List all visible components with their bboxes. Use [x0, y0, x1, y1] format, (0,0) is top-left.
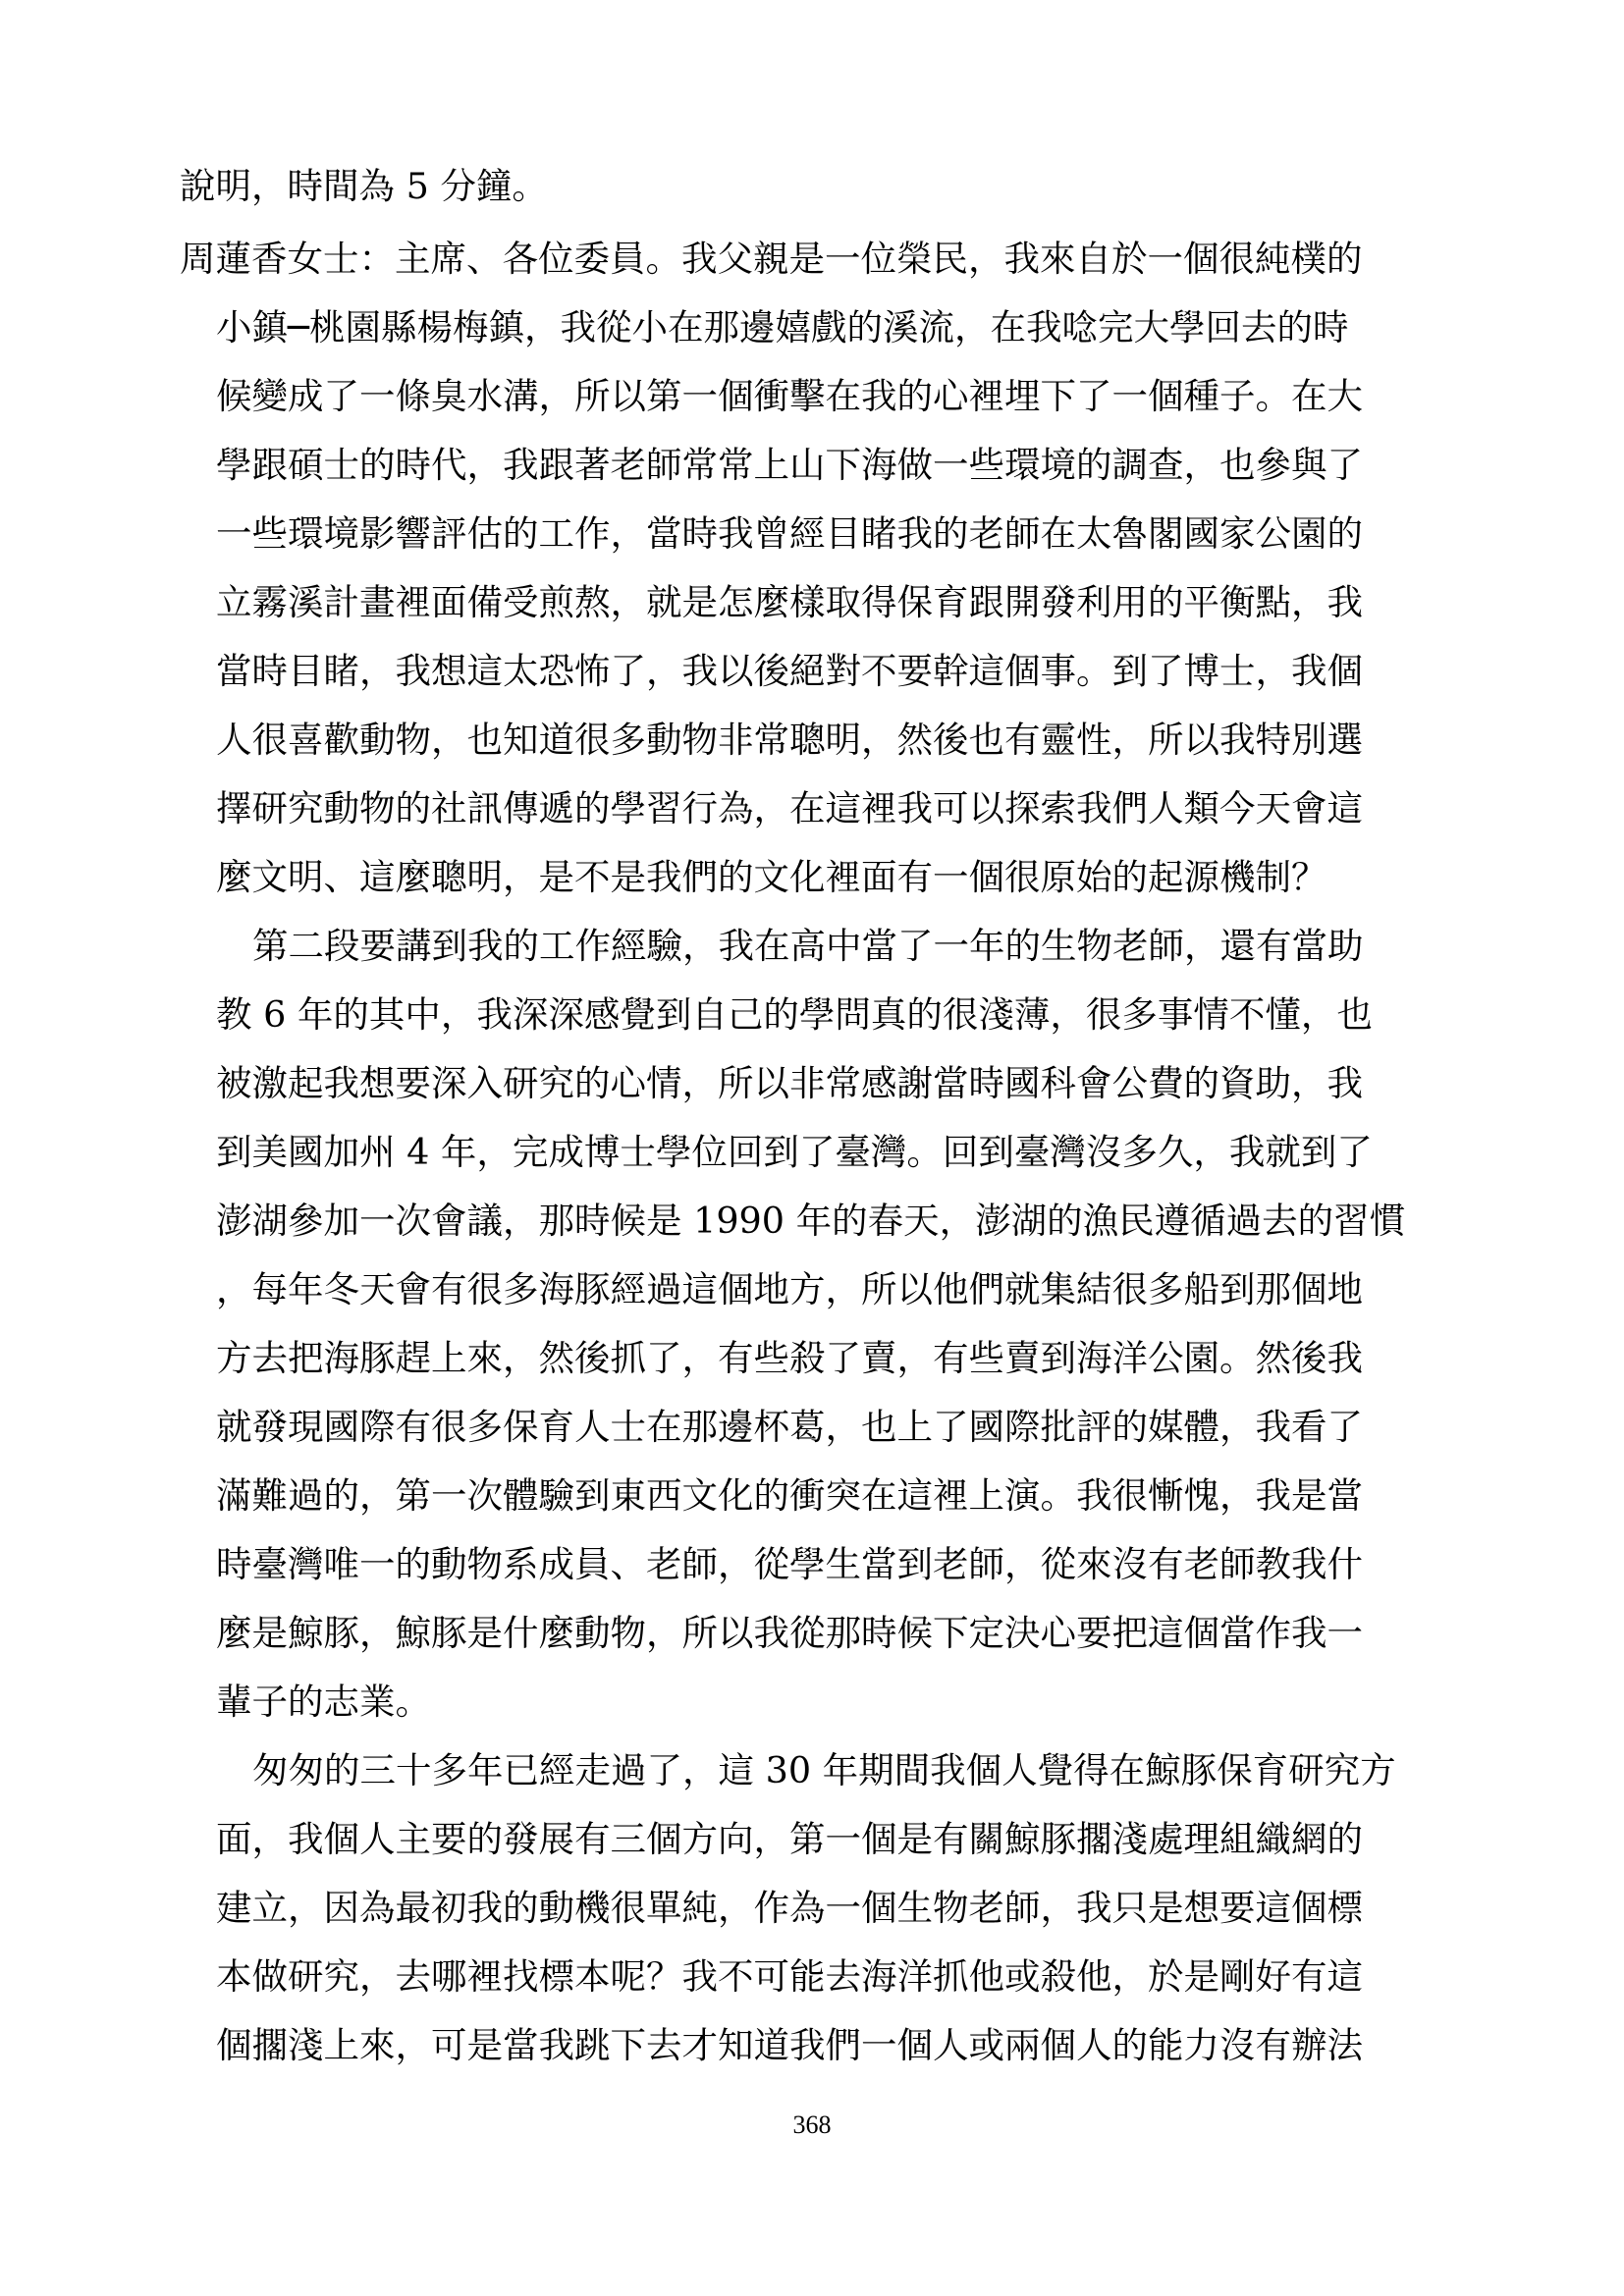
text-line: 到美國加州 4 年，完成博士學位回到了臺灣。回到臺灣沒多久，我就到了 [216, 1131, 1373, 1173]
text-line: 滿難過的，第一次體驗到東西文化的衝突在這裡上演。我很慚愧，我是當 [216, 1474, 1363, 1517]
text-line: 人很喜歡動物，也知道很多動物非常聰明，然後也有靈性，所以我特別選 [216, 719, 1363, 761]
text-line: 擇研究動物的社訊傳遞的學習行為，在這裡我可以探索我們人類今天會這 [216, 787, 1363, 829]
text-line: 麼是鯨豚，鯨豚是什麼動物，所以我從那時候下定決心要把這個當作我一 [216, 1612, 1363, 1654]
text-line: 個擱淺上來，可是當我跳下去才知道我們一個人或兩個人的能力沒有辦法 [216, 2024, 1363, 2066]
text-line: 說明，時間為 5 分鐘。 [180, 165, 548, 207]
text-line: 第二段要講到我的工作經驗，我在高中當了一年的生物老師，還有當助 [252, 925, 1364, 967]
page-number: 368 [792, 2110, 832, 2139]
text-line: 輩子的志業。 [216, 1681, 431, 1723]
text-line: 時臺灣唯一的動物系成員、老師，從學生當到老師，從來沒有老師教我什 [216, 1543, 1363, 1585]
text-line: 面，我個人主要的發展有三個方向，第一個是有關鯨豚擱淺處理組織網的 [216, 1818, 1363, 1860]
text-line: 教 6 年的其中，我深深感覺到自己的學問真的很淺薄，很多事情不懂，也 [216, 993, 1373, 1036]
text-line: 就發現國際有很多保育人士在那邊杯葛，也上了國際批評的媒體，我看了 [216, 1406, 1363, 1448]
text-line: 麼文明、這麼聰明，是不是我們的文化裡面有一個很原始的起源機制？ [216, 856, 1327, 898]
text-line: 建立，因為最初我的動機很單純，作為一個生物老師，我只是想要這個標 [216, 1887, 1363, 1929]
text-line: 立霧溪計畫裡面備受煎熬，就是怎麼樣取得保育跟開發利用的平衡點，我 [216, 581, 1363, 623]
text-line: 方去把海豚趕上來，然後抓了，有些殺了賣，有些賣到海洋公園。然後我 [216, 1337, 1363, 1379]
text-line: 澎湖參加一次會議，那時候是 1990 年的春天，澎湖的漁民遵循過去的習慣 [216, 1200, 1406, 1242]
text-line: 學跟碩士的時代，我跟著老師常常上山下海做一些環境的調查，也參與了 [216, 444, 1363, 486]
text-line: 當時目睹，我想這太恐怖了，我以後絕對不要幹這個事。到了博士，我個 [216, 650, 1363, 692]
text-line: 一些環境影響評估的工作，當時我曾經目睹我的老師在太魯閣國家公園的 [216, 512, 1363, 555]
text-line: 匆匆的三十多年已經走過了，這 30 年期間我個人覺得在鯨豚保育研究方 [252, 1749, 1396, 1791]
text-line: 本做研究，去哪裡找標本呢？我不可能去海洋抓他或殺他，於是剛好有這 [216, 1955, 1363, 1998]
text-line: ，每年冬天會有很多海豚經過這個地方，所以他們就集結很多船到那個地 [216, 1268, 1363, 1310]
text-line: 周蓮香女士：主席、各位委員。我父親是一位榮民，我來自於一個很純樸的 [180, 238, 1363, 280]
text-line: 被激起我想要深入研究的心情，所以非常感謝當時國科會公費的資助，我 [216, 1062, 1363, 1104]
text-line: 候變成了一條臭水溝，所以第一個衝擊在我的心裡埋下了一個種子。在大 [216, 375, 1363, 417]
text-line: 小鎮─桃園縣楊梅鎮，我從小在那邊嬉戲的溪流，在我唸完大學回去的時 [216, 306, 1349, 348]
